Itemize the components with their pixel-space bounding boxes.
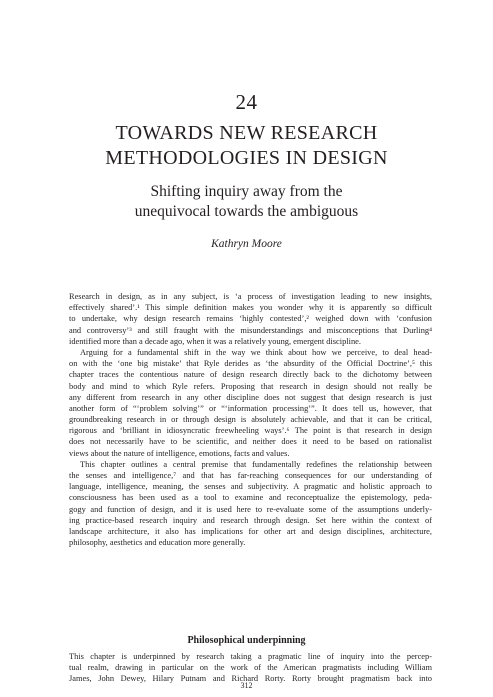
text-line: consciousness has been used as a tool to examine and reconceptualize the epistemology, peda- [69, 493, 432, 503]
chapter-title-line: TOWARDS NEW RESEARCH [115, 122, 378, 144]
text-line: tual realm, drawing in particular on the work of the American pragmatists including William [69, 663, 432, 673]
text-line: gogy and function of design, and it is used here to re-evaluate some of the assumptions underly- [69, 504, 432, 514]
text-line: effectively shared’.¹ This simple definition makes you wonder why it is apparently so difficult [69, 303, 432, 313]
subtitle-line: Shifting inquiry away from the [150, 183, 343, 200]
text-line: to undertake, why design research remains ‘highly contested’,² weighed down with ‘confusion [69, 314, 432, 324]
chapter-title [40, 121, 453, 171]
text-line: the senses and intelligence,⁷ and that has far-reaching consequences for our understanding of [69, 471, 432, 480]
section-heading: Philosophical underpinning [187, 635, 306, 646]
author-name: Kathryn Moore [211, 238, 282, 250]
text-line: This chapter outlines a central premise that fundamentally redefines the relationship between [80, 459, 432, 469]
text-line: groundbreaking research in or through design is absolutely achievable, and that it can be critical, [69, 415, 432, 425]
chapter-title-line: METHODOLOGIES IN DESIGN [105, 147, 388, 169]
text-line: philosophy, aesthetics and education more generally. [69, 538, 246, 548]
text-line: on with the ‘one big mistake’ that Ryle derides as ‘the absurdity of the Official Doctrine’,⁵ this [69, 359, 432, 369]
text-line: ing practice-based research inquiry and research through design. Set here within the context of [69, 515, 432, 525]
text-line: This chapter is underpinned by research taking a pragmatic line of inquiry into the percep- [69, 652, 432, 661]
text-line: James, John Dewey, Hilary Putnam and Richard Rorty. Rorty brought pragmatism back into [69, 674, 432, 684]
text-line: does not necessarily have to be scientific, and neither does it need to be based on rationalist [69, 437, 432, 447]
section-body-text [69, 651, 432, 685]
text-line: and controversy’³ and still fraught with the misunderstandings and misconceptions that Durling⁴ [69, 325, 432, 335]
text-line: another form of “‘problem solving’” or “‘information processing’”. It does tell us, however, that [69, 403, 432, 413]
chapter-number: 24 [235, 90, 258, 114]
text-line: Arguing for a fundamental shift in the way we think about how we perceive, to deal head- [80, 347, 432, 357]
text-line: rigorous and ‘brilliant in idiosyncratic freewheeling ways’.⁶ The point is that research in design [69, 426, 432, 436]
subtitle-line: unequivocal towards the ambiguous [134, 203, 359, 220]
text-line: views about the nature of intelligence, emotions, facts and values. [69, 448, 290, 458]
text-line: Research in design, as in any subject, is ‘a process of investigation leading to new insights, [69, 292, 432, 301]
text-line: chapter traces the contentious nature of design research directly back to the dichotomy between [69, 370, 432, 380]
page-number: 312 [240, 681, 253, 690]
text-line: any different from research in any other discipline does not suggest that design research is just [69, 392, 432, 402]
body-text [69, 291, 432, 548]
text-line: landscape architecture, it also has implications for other art and design disciplines, architecture, [69, 526, 432, 536]
text-line: language, intelligence, meaning, the senses and subjectivity. A pragmatic and holistic approach to [69, 482, 432, 492]
text-line: identified more than a decade ago, when it was a relatively young, emergent discipline. [69, 336, 361, 346]
chapter-subtitle [40, 182, 453, 222]
text-line: body and mind to which Ryle refers. Proposing that research in design should not really be [69, 381, 432, 391]
